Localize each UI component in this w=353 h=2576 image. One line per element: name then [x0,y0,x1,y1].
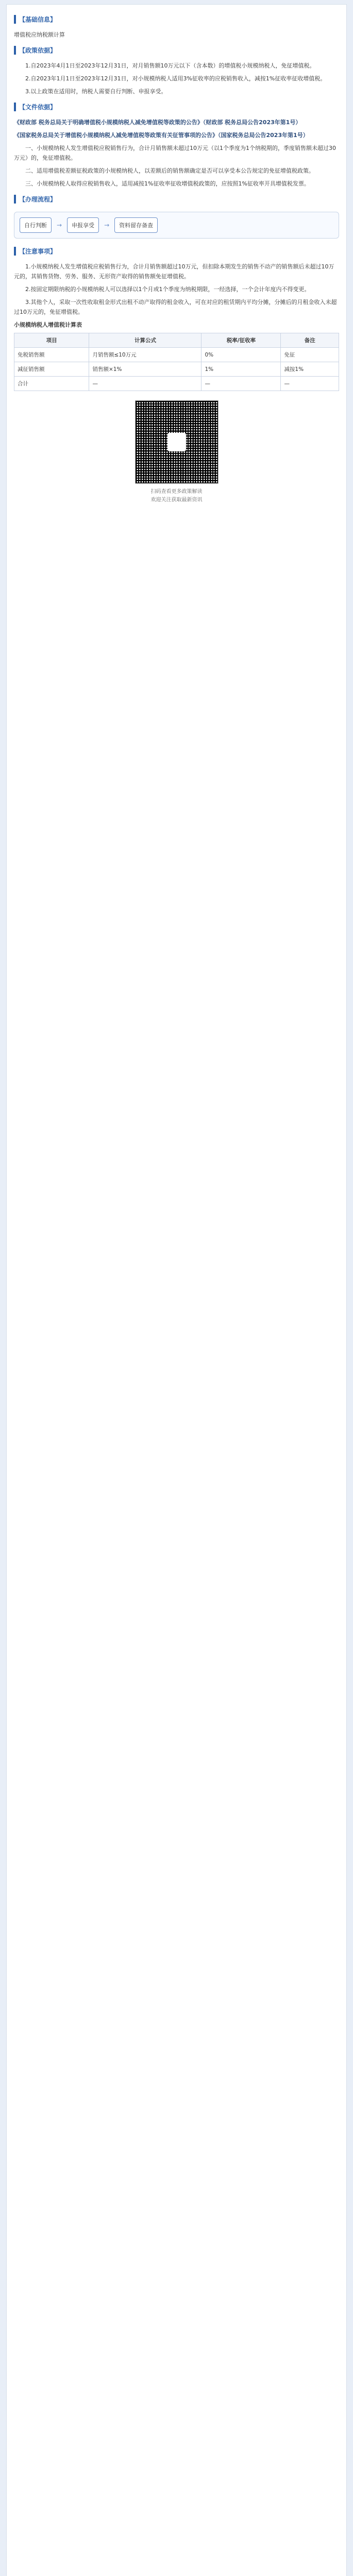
policy-paragraph-2: 2.自2023年1月1日至2023年12月31日，对小规模纳税人适用3%征收率的应税销售收入，减按1%征收率征收增值税。 [25,75,326,82]
tax-table-header-cell: 计算公式 [89,333,201,348]
tax-table-header-cell: 项目 [14,333,89,348]
tax-table-cell: — [201,377,281,391]
process-arrow-2-icon: → [104,222,110,229]
notes-paragraph-3: 3.其他个人，采取一次性收取租金形式出租不动产取得的租金收入，可在对应的租赁期内平均分摊，分摊后的月租金收入未超过10万元的，免征增值税。 [14,299,337,315]
qr-caption-line-1: 扫码查看更多政策解读 [150,489,203,495]
tax-table-cell: 1% [201,362,281,377]
tax-table-cell: 合计 [14,377,89,391]
policy-paragraph-3: 3.以上政策在适用时，纳税人需要自行判断、申报享受。 [25,88,167,95]
section-notes-tag: 【注意事项】 [14,247,56,256]
tax-table-cell: 减按1% [281,362,339,377]
tax-table-cell: 免税销售额 [14,348,89,362]
table-title: 小规模纳税人增值税计算表 [14,321,82,328]
notes-paragraph-1: 1.小规模纳税人发生增值税应税销售行为，合计月销售额超过10万元，但扣除本期发生的销售不动产的销售额后未超过10万元的，其销售货物、劳务、服务、无形资产取得的销售额免征增值税。 [14,263,334,280]
process-arrow-1-icon: → [57,222,62,229]
tax-table-cell: — [89,377,201,391]
process-step-2: 申报享受 [67,217,99,233]
tax-table-header-row [14,333,339,348]
tax-table-cell: 免征 [281,348,339,362]
qr-caption-line-2: 欢迎关注获取最新资讯 [150,497,203,503]
tax-table-cell: — [281,377,339,391]
tax-table-cell: 月销售额≤10万元 [89,348,201,362]
document-paragraph-1: 一、小规模纳税人发生增值税应税销售行为，合计月销售额未超过10万元（以1个季度为1个纳税期的，季度销售额未超过30万元）的，免征增值税。 [14,145,336,161]
section-document-basis-tag: 【文件依据】 [14,103,56,111]
qr-code [135,400,218,484]
document-paragraph-3: 三、小规模纳税人取得应税销售收入，适用减按1%征收率征收增值税政策的，应按照1%征收率开具增值税发票。 [25,180,310,187]
tax-table-cell: 销售额×1% [89,362,201,377]
policy-paragraph-1: 1.自2023年4月1日至2023年12月31日，对月销售额10万元以下（含本数）的增值税小规模纳税人，免征增值税。 [25,62,315,69]
process-flow-card [14,212,339,239]
document-paragraph-2: 二、适用增值税差额征税政策的小规模纳税人，以差额后的销售额确定是否可以享受本公告规定的免征增值税政策。 [25,167,314,174]
notes-paragraph-2: 2.按固定期限纳税的小规模纳税人可以选择以1个月或1个季度为纳税期限，一经选择，一个会计年度内不得变更。 [25,286,310,293]
section-basic-info-tag: 【基础信息】 [14,15,56,24]
article-title: 增值税应纳税额计算 [14,31,65,38]
tax-table-header-cell: 备注 [281,333,339,348]
process-flow [14,212,339,239]
tax-table [14,333,339,391]
tax-table-header-cell: 税率/征收率 [201,333,281,348]
document-title-1: 《财政部 税务总局关于明确增值税小规模纳税人减免增值税等政策的公告》（财政部 税务总局公告2023年第1号） [14,119,301,126]
tax-table-row [14,362,339,377]
process-step-3: 资料留存备查 [114,217,158,233]
section-policy-basis-tag: 【政策依据】 [14,46,56,55]
tax-table-cell: 0% [201,348,281,362]
article-page [6,4,347,2576]
document-title-2: 《国家税务总局关于增值税小规模纳税人减免增值税等政策有关征管事项的公告》（国家税务总局公告2023年第1号） [14,132,309,139]
tax-table-row [14,377,339,391]
process-flow-row [20,217,333,233]
tax-table-row [14,348,339,362]
process-step-1: 自行判断 [20,217,52,233]
section-process-tag: 【办理流程】 [14,195,56,204]
tax-table-cell: 减征销售额 [14,362,89,377]
